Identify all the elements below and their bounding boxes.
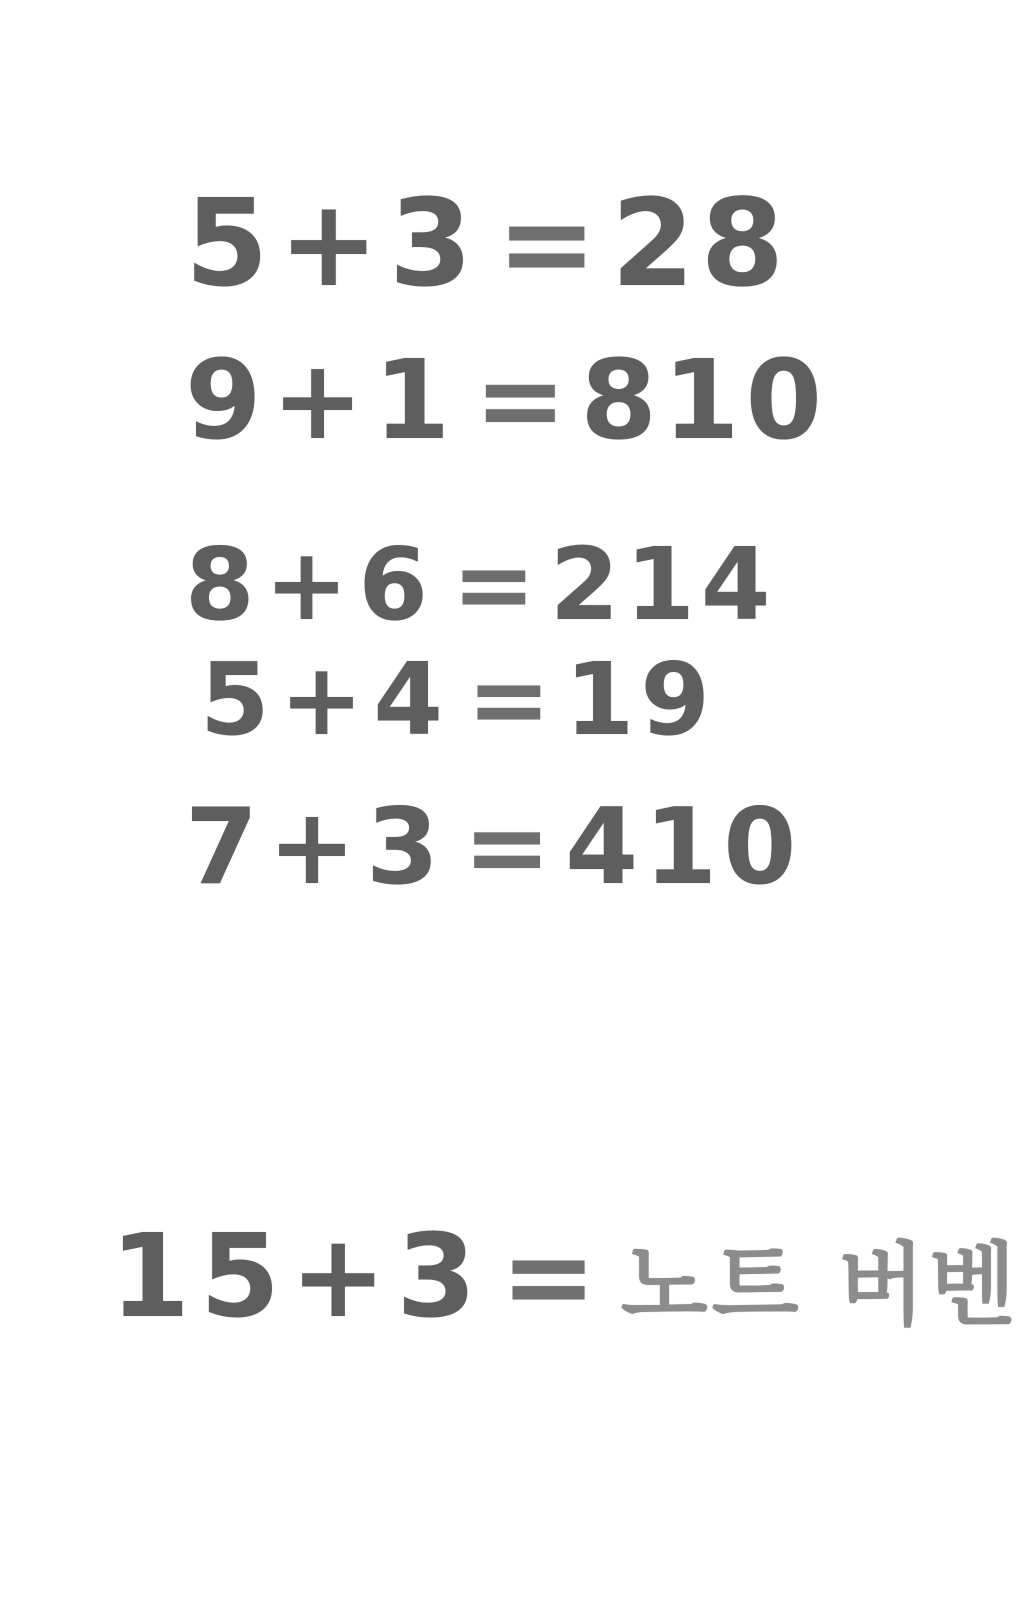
equation-2-equals: =	[474, 336, 567, 464]
equation-4-lhs: 5+4	[200, 641, 453, 758]
equation-2	[185, 336, 829, 464]
equation-1	[185, 175, 791, 314]
equation-1-lhs: 5+3	[185, 175, 483, 314]
equation-4-equals: =	[466, 641, 551, 758]
equation-3-rhs: 214	[549, 526, 777, 643]
equation-3-equals: =	[451, 526, 536, 643]
equation-3-lhs: 8+6	[185, 526, 438, 643]
equation-5-equals: =	[463, 786, 552, 908]
final-equation-answer: 노트 버벤	[620, 1233, 1020, 1338]
equation-4-rhs: 19	[564, 641, 716, 758]
equation-1-equals: =	[496, 175, 598, 314]
equation-3	[185, 526, 777, 643]
equation-2-rhs: 810	[580, 336, 829, 464]
equation-5	[185, 786, 803, 908]
equation-5-lhs: 7+3	[185, 786, 450, 908]
final-equation-equals: =	[500, 1210, 597, 1344]
equation-4	[200, 641, 716, 758]
final-equation	[110, 1210, 1020, 1344]
equation-5-rhs: 410	[565, 786, 803, 908]
equation-1-rhs: 28	[611, 175, 791, 314]
final-equation-lhs: 15+3	[110, 1210, 487, 1344]
equation-2-lhs: 9+1	[185, 336, 461, 464]
